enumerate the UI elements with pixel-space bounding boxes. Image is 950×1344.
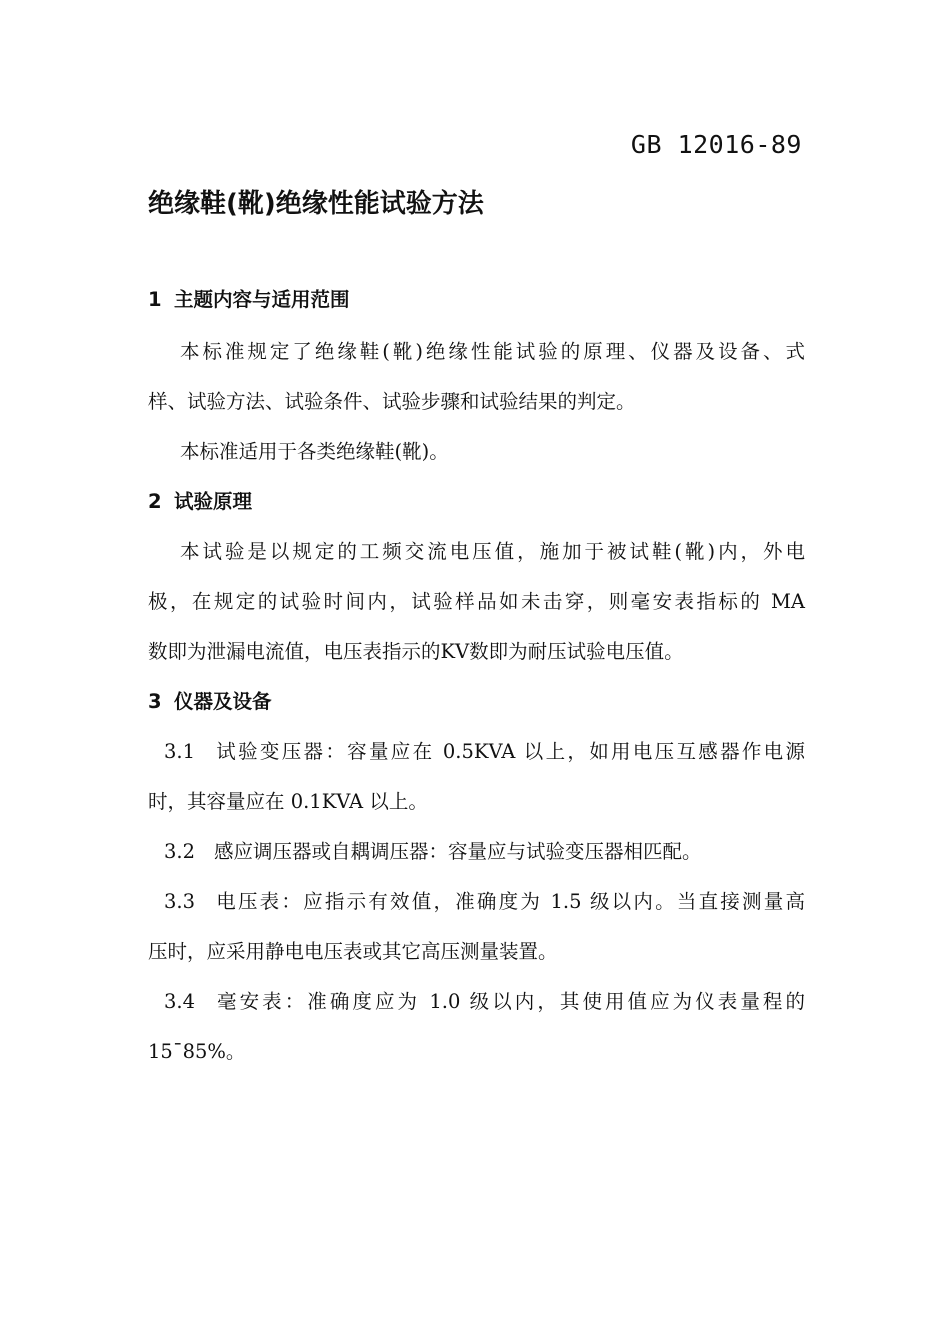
section-title: 试验原理 bbox=[174, 490, 253, 513]
clause-3-1 bbox=[164, 739, 805, 765]
section-title: 主题内容与适用范围 bbox=[174, 288, 350, 311]
clause-number: 3.4 bbox=[164, 990, 196, 1013]
paragraph-line: 时，其容量应在 0.1KVA 以上。 bbox=[148, 790, 428, 813]
clause-text: 试验变压器：容量应在 0.5KVA 以上，如用电压互感器作电源 bbox=[214, 740, 805, 763]
clause-3-2 bbox=[164, 839, 702, 865]
section-number: 1 bbox=[148, 288, 162, 311]
paragraph-line: 压时，应采用静电电压表或其它高压测量装置。 bbox=[148, 940, 558, 963]
document-title: 绝缘鞋(靴)绝缘性能试验方法 bbox=[148, 189, 484, 219]
section-3-heading bbox=[148, 689, 272, 715]
section-number: 3 bbox=[148, 690, 162, 713]
section-2-heading bbox=[148, 489, 252, 515]
clause-number: 3.1 bbox=[164, 740, 196, 763]
clause-text: 毫安表：准确度应为 1.0 级以内，其使用值应为仪表量程的 bbox=[214, 990, 805, 1013]
standard-number: GB 12016-89 bbox=[630, 130, 802, 159]
paragraph-line: 极，在规定的试验时间内，试验样品如未击穿，则毫安表指标的 MA bbox=[148, 590, 805, 613]
clause-number: 3.2 bbox=[164, 840, 196, 863]
paragraph-line: 样、试验方法、试验条件、试验步骤和试验结果的判定。 bbox=[148, 390, 636, 413]
paragraph-line: 本试验是以规定的工频交流电压值，施加于被试鞋(靴)内，外电 bbox=[180, 540, 805, 563]
paragraph-line: 数即为泄漏电流值，电压表指示的KV数即为耐压试验电压值。 bbox=[148, 640, 684, 663]
clause-text: 感应调压器或自耦调压器：容量应与试验变压器相匹配。 bbox=[214, 840, 702, 863]
clause-number: 3.3 bbox=[164, 890, 196, 913]
section-title: 仪器及设备 bbox=[174, 690, 272, 713]
clause-3-3 bbox=[164, 889, 805, 915]
paragraph-line: 本标准适用于各类绝缘鞋(靴)。 bbox=[180, 440, 449, 463]
clause-3-4 bbox=[164, 989, 805, 1015]
section-1-heading bbox=[148, 287, 350, 313]
paragraph-line: 15¯85%。 bbox=[148, 1040, 246, 1063]
paragraph-line: 本标准规定了绝缘鞋(靴)绝缘性能试验的原理、仪器及设备、式 bbox=[180, 340, 805, 363]
section-number: 2 bbox=[148, 490, 162, 513]
clause-text: 电压表：应指示有效值，准确度为 1.5 级以内。当直接测量高 bbox=[214, 890, 805, 913]
